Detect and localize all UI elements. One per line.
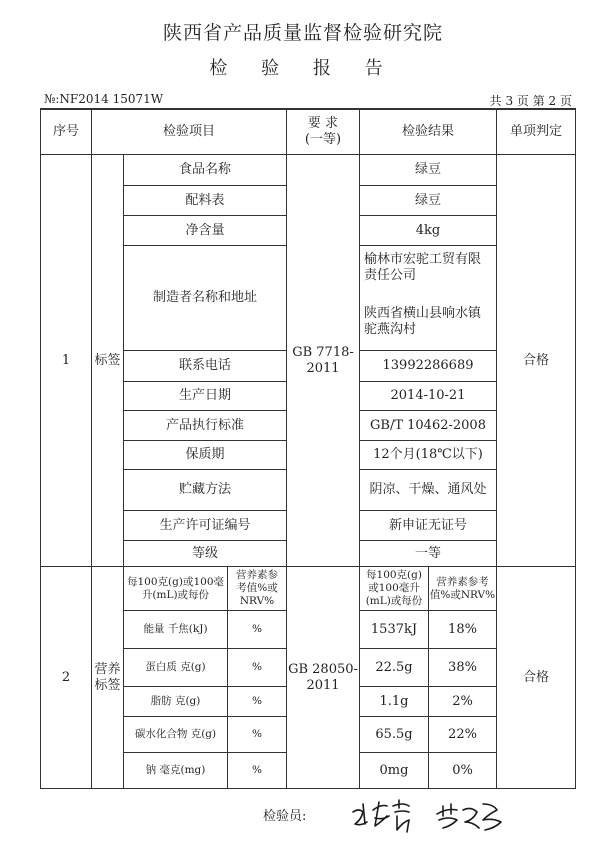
sub-res-per100-line1: 每100克(g) bbox=[366, 569, 422, 581]
group1-category: 标签 bbox=[94, 352, 121, 368]
institute-name: 陕西省产品质量监督检验研究院 bbox=[162, 22, 443, 44]
item-result: 新申证无证号 bbox=[388, 517, 467, 533]
item-result: GB/T 10462-2008 bbox=[370, 417, 486, 433]
item-name: 等级 bbox=[191, 545, 218, 561]
nutrient-nrv: 2% bbox=[452, 693, 473, 709]
nutrient-name: 钠 毫克(mg) bbox=[145, 764, 206, 776]
item-name: 净含量 bbox=[185, 222, 225, 238]
sub-res-per100-line2: 或100毫升 bbox=[368, 582, 420, 594]
item-name: 配料表 bbox=[185, 192, 225, 208]
header-item: 检验项目 bbox=[162, 123, 215, 139]
header-req-line2: (一等) bbox=[304, 131, 342, 147]
group2-judgement: 合格 bbox=[522, 669, 549, 685]
item-result: 2014-10-21 bbox=[390, 388, 466, 403]
item-result: 4kg bbox=[415, 222, 441, 238]
group1-requirement bbox=[287, 155, 359, 566]
item-result: 12个月(18℃以下) bbox=[373, 447, 483, 462]
item-name: 保质期 bbox=[185, 447, 225, 462]
nutrient-nrv-req: % bbox=[252, 623, 262, 635]
group1-req-line1: GB 7718- bbox=[292, 344, 354, 360]
nutrient-value: 65.5g bbox=[375, 726, 413, 742]
maker-addr-line2: 驼燕沟村 bbox=[364, 322, 417, 337]
nutrient-nrv: 22% bbox=[448, 726, 477, 742]
sub-per100-line2: 升(mL)或每份 bbox=[141, 588, 210, 601]
maker-name-line2: 责任公司 bbox=[364, 268, 417, 283]
nutrient-value: 0mg bbox=[379, 762, 409, 778]
group2-req-line1: GB 28050- bbox=[288, 661, 358, 677]
item-name: 制造者名称和地址 bbox=[152, 290, 257, 305]
nutrient-nrv-req: % bbox=[252, 695, 262, 707]
group2-requirement bbox=[287, 567, 359, 788]
nutrient-nrv-req: % bbox=[252, 728, 262, 740]
group2-category bbox=[92, 567, 123, 788]
item-result: 13992286689 bbox=[382, 358, 474, 373]
inspector-label: 检验员: bbox=[263, 809, 307, 824]
nutrient-name: 碳水化合物 克(g) bbox=[134, 728, 217, 740]
nutrient-nrv: 0% bbox=[452, 762, 473, 778]
nutrient-nrv: 18% bbox=[448, 621, 477, 637]
item-name: 联系电话 bbox=[178, 358, 231, 373]
group1-judgement: 合格 bbox=[522, 352, 549, 368]
nutrient-name: 脂肪 克(g) bbox=[150, 695, 201, 707]
nutrient-nrv: 38% bbox=[448, 659, 477, 675]
document-number: №:NF2014 15071W bbox=[44, 92, 164, 106]
nutrient-value: 22.5g bbox=[375, 659, 413, 675]
item-result: 阴凉、干燥、通风处 bbox=[369, 482, 487, 497]
sub-per100-line1: 每100克(g)或100毫 bbox=[127, 575, 224, 588]
item-name: 生产日期 bbox=[178, 388, 231, 403]
sub-res-per100-line3: (mL)或每份 bbox=[365, 595, 423, 607]
report-title: 检 验 报 告 bbox=[209, 58, 397, 79]
sub-header-per100 bbox=[124, 567, 227, 610]
sub-nrv-line2: 考值%或 bbox=[236, 582, 278, 594]
group2-seq: 2 bbox=[61, 669, 71, 685]
group2-cat-line1: 营养 bbox=[94, 661, 121, 677]
item-name: 食品名称 bbox=[178, 162, 231, 177]
group1-req-line2: 2011 bbox=[306, 360, 340, 376]
item-name: 贮藏方法 bbox=[178, 482, 231, 497]
item-result: 绿豆 bbox=[414, 162, 441, 177]
sub-header-nrv bbox=[228, 567, 286, 610]
nutrient-name: 能量 千焦(kJ) bbox=[143, 623, 208, 635]
nutrient-value: 1537kJ bbox=[370, 621, 418, 637]
maker-address bbox=[364, 306, 494, 342]
nutrient-value: 1.1g bbox=[379, 693, 409, 709]
maker-addr-line1: 陕西省横山县响水镇 bbox=[364, 306, 482, 321]
nutrient-nrv-req: % bbox=[252, 764, 262, 776]
page-info: 共 3 页 第 2 页 bbox=[489, 94, 572, 108]
item-result: 绿豆 bbox=[414, 192, 441, 208]
maker-name bbox=[364, 252, 494, 288]
nutrient-name: 蛋白质 克(g) bbox=[145, 661, 206, 673]
sub-nrv-line3: NRV% bbox=[239, 595, 275, 607]
sub-header-result-per100 bbox=[360, 567, 428, 610]
header-requirement bbox=[287, 109, 359, 154]
maker-name-line1: 榆林市宏驼工贸有限 bbox=[364, 252, 482, 267]
header-judgement: 单项判定 bbox=[509, 123, 562, 139]
sub-nrv-line1: 营养素参 bbox=[236, 569, 278, 581]
sub-res-nrv-line1: 营养素参考 bbox=[436, 575, 489, 588]
sub-res-nrv-line2: 值%或NRV% bbox=[429, 588, 496, 601]
group1-seq: 1 bbox=[61, 352, 71, 368]
header-seq: 序号 bbox=[52, 123, 79, 139]
group2-req-line2: 2011 bbox=[306, 677, 340, 693]
item-name: 生产许可证编号 bbox=[159, 517, 251, 533]
nutrient-nrv-req: % bbox=[252, 661, 262, 673]
group2-cat-line2: 标签 bbox=[94, 677, 121, 693]
item-result: 一等 bbox=[414, 545, 441, 561]
inspector-signatures bbox=[345, 790, 525, 840]
header-result: 检验结果 bbox=[401, 123, 454, 139]
item-name: 产品执行标准 bbox=[165, 417, 244, 433]
sub-header-result-nrv bbox=[429, 567, 496, 610]
header-req-line1: 要 求 bbox=[307, 115, 339, 131]
